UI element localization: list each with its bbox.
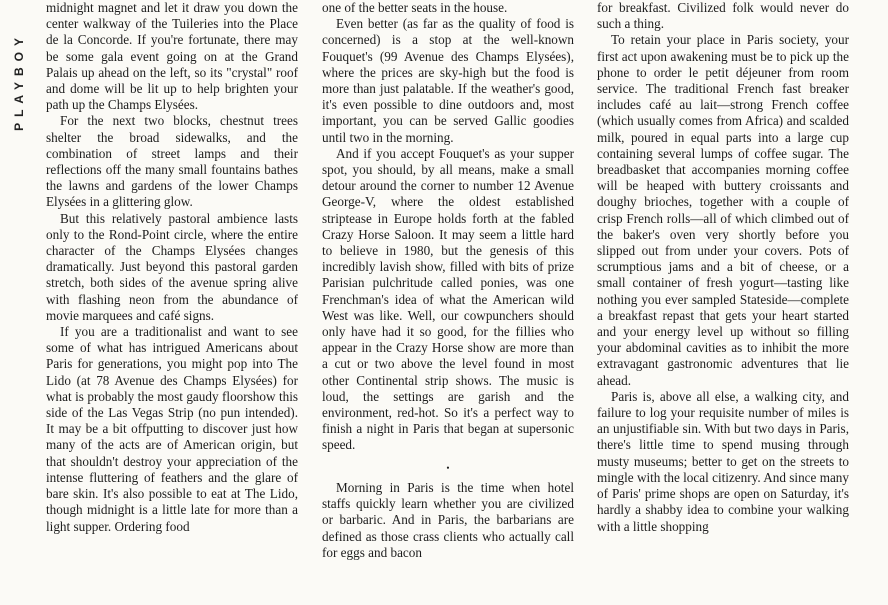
paragraph: For the next two blocks, chestnut trees shelter the broad sidewalks, and the combination of street lamps and their reflections off the many small fountains bathes the lawns and gardens of the lower Champs Elysées in a glittering glow. [46, 113, 298, 210]
text-column-2 [322, 0, 574, 605]
paragraph: Even better (as far as the quality of food is concerned) is a stop at the well-known Fouquet's (99 Avenue des Champs Elysées), where the prices are sky-high but the food is more than just palatable. If the weather's good, it's even possible to dine outdoors and, most important, you can be served Gallic goodies until two in the morning. [322, 16, 574, 145]
paragraph: If you are a traditionalist and want to see some of what has intrigued Americans about Paris for generations, you might pop into The Lido (at 78 Avenue des Champs Elysées) for what is probably the most gaudy floorshow this side of the Las Vegas Strip (no pun intended). It may be a bit offputting to discover just how many of the acts are of American origin, but that shouldn't destroy your appreciation of the intense fluttering of feathers and the glare of bare skin. It's also possible to eat at The Lido, though midnight is a little late for more than a light supper. Ordering food [46, 324, 298, 534]
magazine-name: PLAYBOY [12, 32, 26, 131]
text-column-1 [46, 0, 298, 605]
section-separator: • [446, 462, 450, 473]
paragraph: midnight magnet and let it draw you down the center walkway of the Tuileries into the Place de la Concorde. If you're fortunate, there may be some gala event going on at the Grand Palais up ahead on the left, so its "crystal" roof and dome will be lit up to help brighten your path up the Champs Elysées. [46, 0, 298, 113]
paragraph: for breakfast. Civilized folk would never do such a thing. [597, 0, 849, 32]
paragraph: Morning in Paris is the time when hotel staffs quickly learn whether you are civilized or barbaric. And in Paris, the barbarians are defined as those crass clients who actually call for eggs and bacon [322, 479, 574, 560]
text-column-3 [597, 0, 849, 605]
paragraph: But this relatively pastoral ambience lasts only to the Rond-Point circle, where the entire character of the Champs Elysées changes dramatically. Just beyond this pastoral garden stretch, both sides of the avenue spring alive with flashing neon from the abundance of movie marquees and café signs. [46, 210, 298, 323]
paragraph: one of the better seats in the house. [322, 0, 508, 15]
paragraph: To retain your place in Paris society, your first act upon awakening must be to pick up the phone to order le petit déjeuner from room service. The traditional French fast breaker includes café au lait—strong French coffee (which usually comes from Africa) and scalded milk, poured in equal parts into a large cup containing several lumps of coffee sugar. The breadbasket that accompanies morning coffee will be heaped with buttery croissants and doughy brioches, together with a couple of crisp French rolls—all of which climbed out of the baker's oven very shortly before you slipped out from under your covers. Pots of scrumptious jams and a bit of cheese, or a small container of fresh yogurt—tasting like nothing you ever sampled Stateside—complete a breakfast repast that gets your heart started and your energy level up without so filling your abdominal cavities as to inhibit the more extravagant gastronomic adventures that lie ahead. [597, 32, 849, 388]
paragraph: Paris is, above all else, a walking city, and failure to log your requisite number of miles is an unjustifiable sin. With but two days in Paris, there's little time to spend musing through musty museums; better to get on the streets to mingle with the local citizenry. And since many of Paris' prime shops are open on Saturday, it's hardly a shabby idea to combine your walking with a little shopping [597, 388, 849, 534]
paragraph: And if you accept Fouquet's as your supper spot, you should, by all means, make a small detour around the corner to number 12 Avenue George-V, where the oldest established striptease in Europe holds forth at the fabled Crazy Horse Saloon. It may seem a little hard to believe in 1980, but the genesis of this incredibly lavish show, filled with bits of prize Parisian pulchritude called ponies, was one Frenchman's idea of what the American wild West was like. Well, our cowpunchers should only have had it so good, for the fillies who appear in the Crazy Horse show are more than a cut or two above the level found in most other Continental strip shows. The music is loud, the settings are garish and the environment, red-hot. So it's a perfect way to finish a night in Paris that began at supersonic speed. [322, 145, 574, 453]
